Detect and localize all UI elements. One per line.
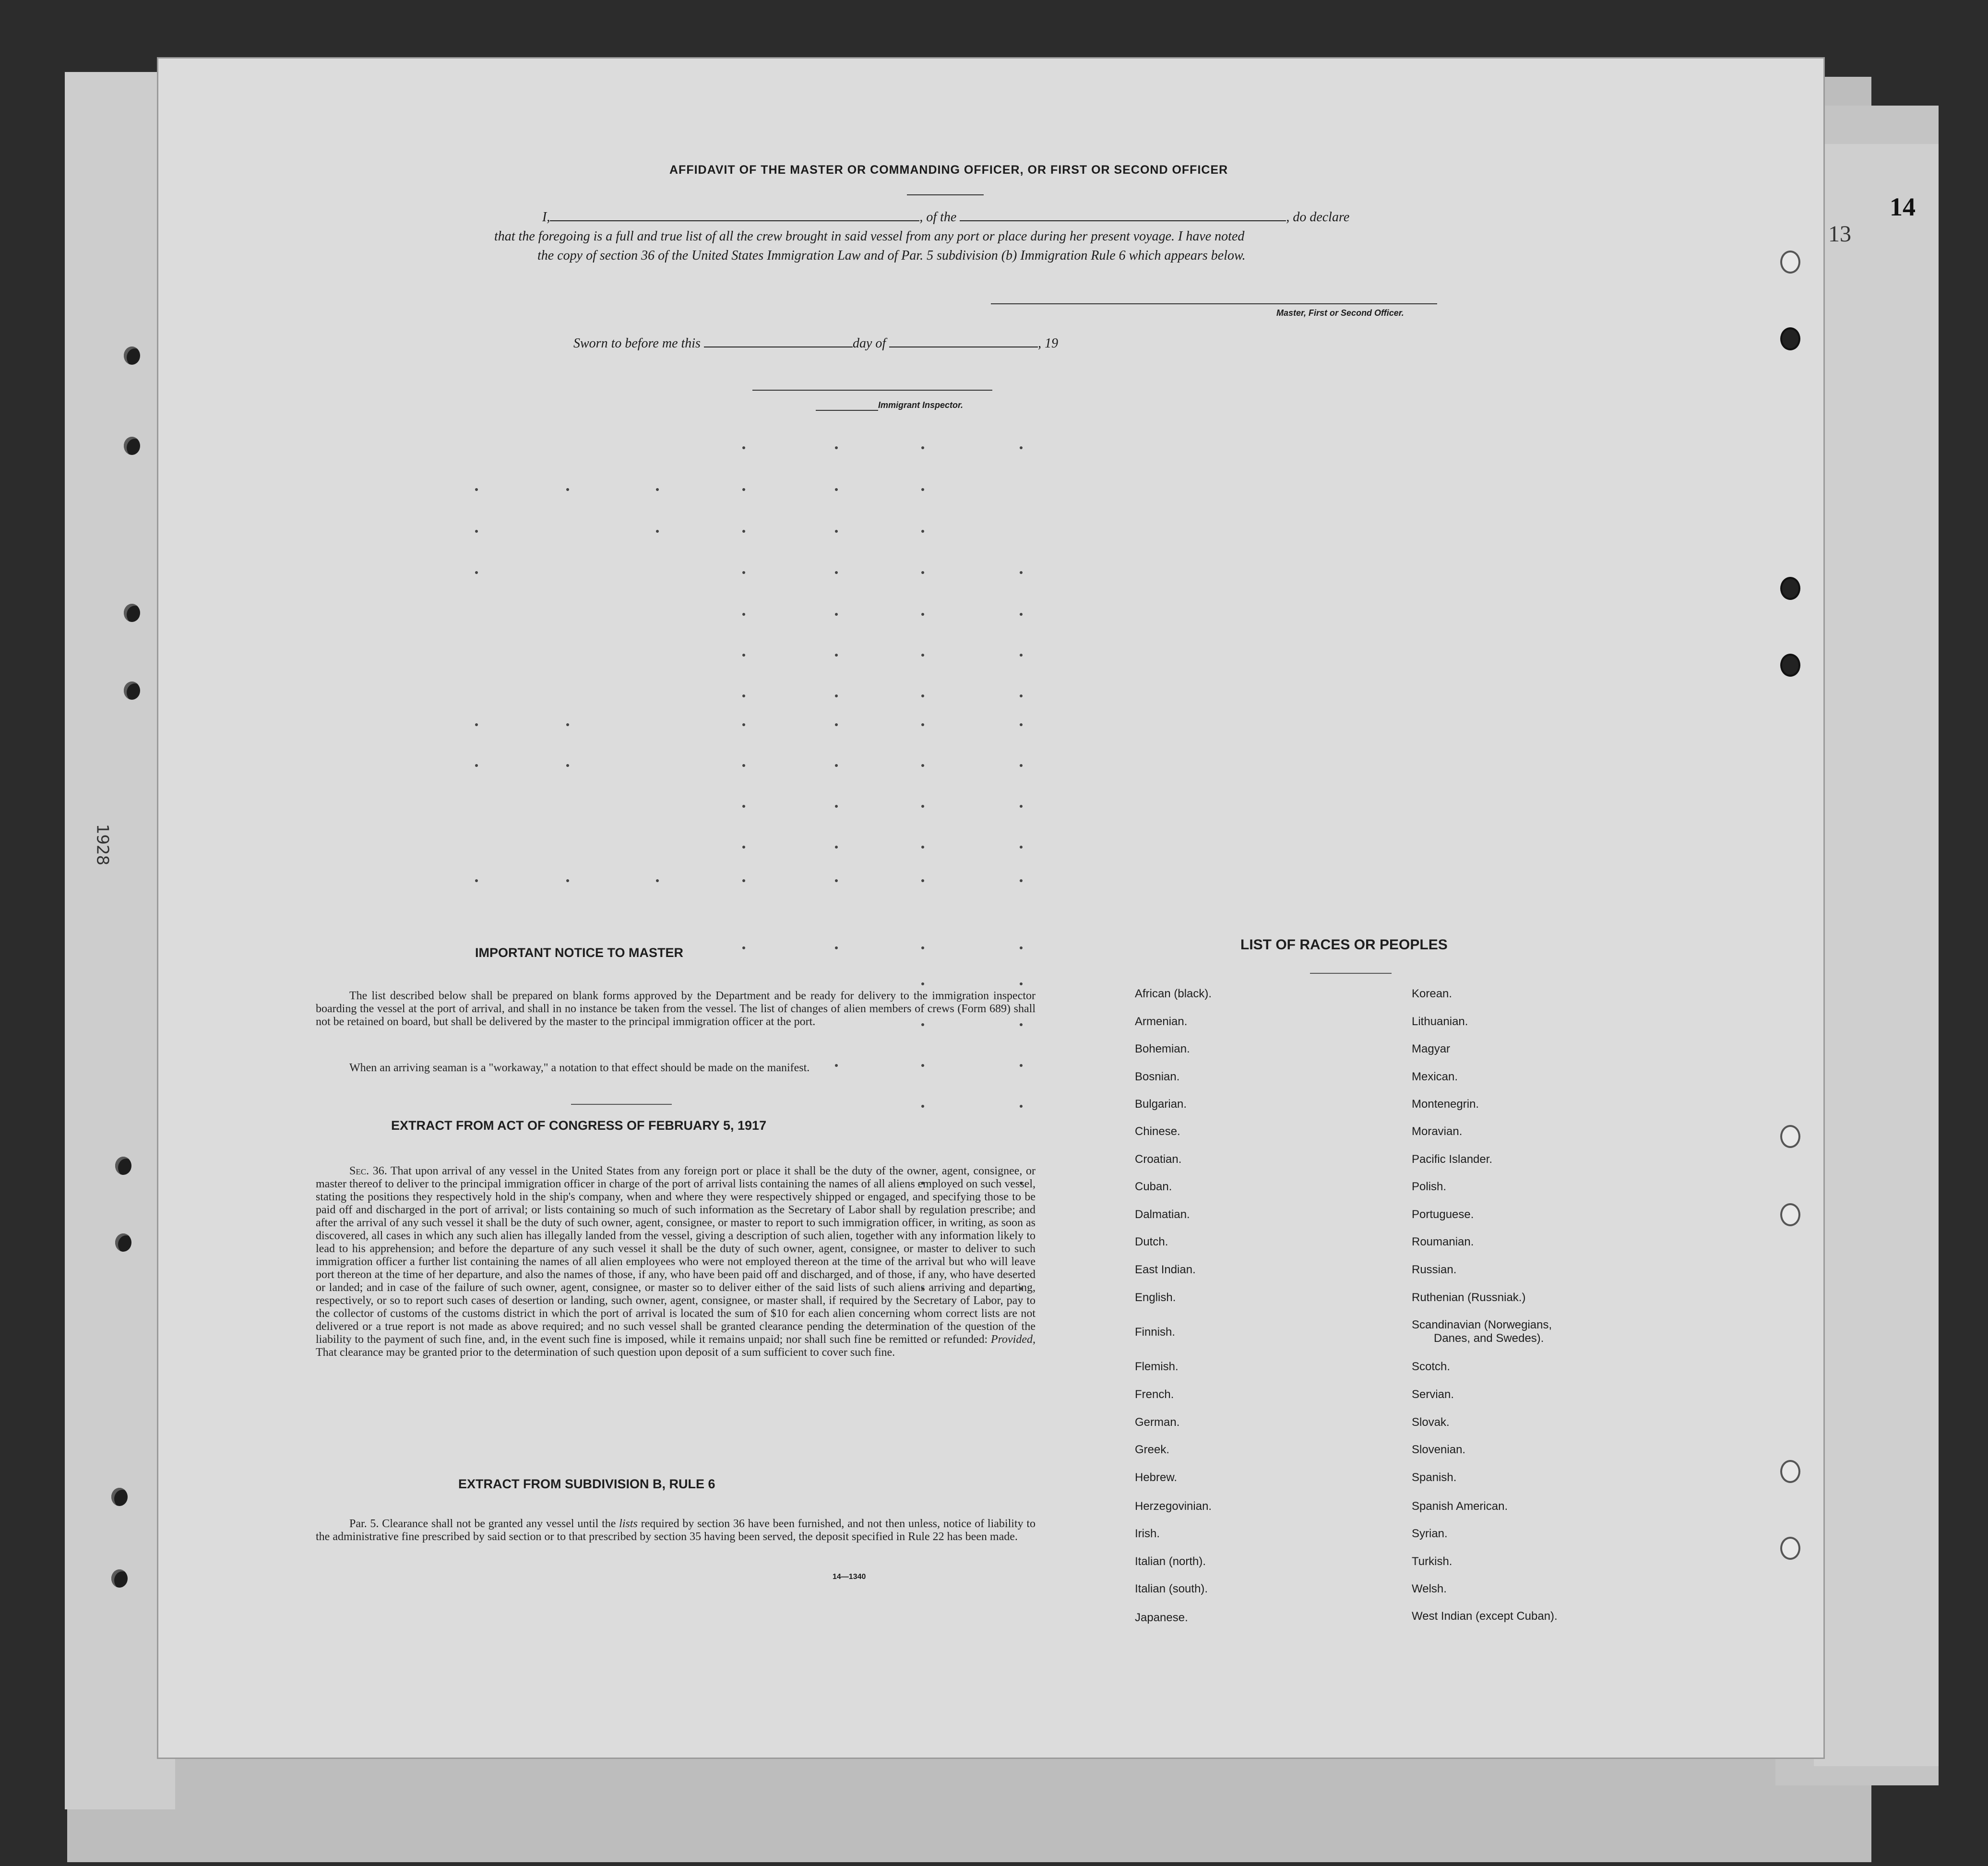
race-right: Scandinavian (Norwegians, (1412, 1318, 1552, 1331)
race-left: Chinese. (1135, 1125, 1180, 1138)
affidavit-line-2: that the foregoing is a full and true list of all the crew brought in said vessel from any port or place during her present voyage. I have noted (494, 229, 1245, 244)
race-left: Herzegovinian. (1135, 1500, 1212, 1513)
affidavit-declare: , do declare (1286, 210, 1350, 225)
notice-paragraph-1-text: The list described below shall be prepared on blank forms approved by the Department and be ready for delivery to the immigration inspector boarding the vessel at the port of arrival, and shall in no instance be taken from the vessel. The list of changes of alien members of crews (Form 689) shall not be retained on board, but shall be delivered by the master to the principal immigration officer at the port. (316, 990, 1036, 1028)
binding-hole-icon (124, 347, 140, 365)
show-through-dot (835, 846, 838, 849)
race-right: Portuguese. (1412, 1208, 1474, 1221)
show-through-dot (742, 764, 745, 767)
race-right: Ruthenian (Russniak.) (1412, 1291, 1526, 1304)
race-right: Russian. (1412, 1263, 1457, 1276)
show-through-dot (742, 879, 745, 882)
form-number: 14—1340 (833, 1573, 866, 1581)
race-left: French. (1135, 1388, 1174, 1401)
race-right: Moravian. (1412, 1125, 1463, 1138)
race-left: Italian (south). (1135, 1582, 1208, 1595)
show-through-dot (742, 446, 745, 449)
show-through-dot (1020, 1105, 1023, 1108)
show-through-dot (1020, 571, 1023, 574)
race-left: Finnish. (1135, 1326, 1176, 1339)
show-through-dot (475, 571, 478, 574)
binding-hole-icon (124, 437, 140, 455)
race-right: Servian. (1412, 1388, 1454, 1401)
show-through-dot (1020, 946, 1023, 949)
show-through-dot (742, 571, 745, 574)
show-through-dot (1020, 805, 1023, 808)
race-right: West Indian (except Cuban). (1412, 1610, 1558, 1623)
inspector-line (752, 390, 992, 391)
affidavit-title: AFFIDAVIT OF THE MASTER OR COMMANDING OFFICER, OR FIRST OR SECOND OFFICER (669, 163, 1228, 177)
under-page-number: 13 (1828, 221, 1851, 247)
show-through-dot (656, 530, 659, 533)
race-right: Syrian. (1412, 1527, 1448, 1540)
title-rule (907, 194, 984, 195)
show-through-dot (835, 571, 838, 574)
show-through-dot (921, 488, 924, 491)
show-through-dot (921, 982, 924, 985)
show-through-dot (921, 446, 924, 449)
show-through-dot (656, 879, 659, 882)
race-left: Dutch. (1135, 1235, 1168, 1248)
race-left: Cuban. (1135, 1180, 1172, 1193)
show-through-dot (835, 488, 838, 491)
margin-year: 1928 (93, 824, 112, 866)
signature-label: Master, First or Second Officer. (1276, 308, 1404, 318)
show-through-dot (835, 446, 838, 449)
race-right: Roumanian. (1412, 1235, 1474, 1248)
show-through-dot (566, 764, 569, 767)
section-divider (571, 1104, 672, 1105)
show-through-dot (921, 879, 924, 882)
show-through-dot (921, 946, 924, 949)
race-left: German. (1135, 1416, 1180, 1429)
race-left: Japanese. (1135, 1611, 1188, 1624)
signature-line (991, 303, 1437, 304)
sworn-prefix: Sworn to before me this (573, 336, 701, 351)
day-blank (704, 346, 853, 347)
show-through-dot (656, 488, 659, 491)
notice-paragraph-2 (316, 1062, 1036, 1075)
show-through-dot (921, 654, 924, 657)
show-through-dot (566, 879, 569, 882)
race-left: Bosnian. (1135, 1070, 1180, 1083)
rule-text-b: required by section 36 have been furnished, and not then unless, notice of liability to the administrative fine prescribed by said section or to that prescribed by section 35 having been served, the deposit specified in Rule 22 has been made. (316, 1518, 1036, 1543)
race-left: Bulgarian. (1135, 1098, 1187, 1111)
show-through-dot (566, 723, 569, 726)
show-through-dot (835, 946, 838, 949)
punch-hole-icon (1780, 1125, 1800, 1148)
show-through-dot (921, 613, 924, 616)
rule-text-a: Par. 5. Clearance shall not be granted any vessel until the (349, 1518, 616, 1530)
inspector-label: Immigrant Inspector. (878, 400, 964, 410)
show-through-dot (742, 694, 745, 697)
race-right: Turkish. (1412, 1555, 1452, 1568)
show-through-dot (1020, 654, 1023, 657)
rule-extract-title: EXTRACT FROM SUBDIVISION B, RULE 6 (458, 1477, 715, 1491)
sec-label: Sec. 36. (349, 1165, 387, 1177)
race-left: East Indian. (1135, 1263, 1196, 1276)
show-through-dot (835, 613, 838, 616)
race-right: Welsh. (1412, 1582, 1447, 1595)
show-through-dot (742, 488, 745, 491)
punch-hole-icon (1780, 1460, 1800, 1483)
vessel-blank (960, 220, 1286, 221)
show-through-dot (475, 488, 478, 491)
race-right: Spanish American. (1412, 1500, 1508, 1513)
race-left: Croatian. (1135, 1153, 1182, 1166)
show-through-dot (1020, 764, 1023, 767)
notice-paragraph-2-text: When an arriving seaman is a "workaway," a notation to that effect should be made on the manifest. (349, 1062, 810, 1074)
show-through-dot (921, 805, 924, 808)
race-left: English. (1135, 1291, 1176, 1304)
affidavit-of-the: , of the (919, 210, 957, 225)
show-through-dot (835, 879, 838, 882)
show-through-dot (921, 571, 924, 574)
show-through-dot (835, 764, 838, 767)
race-left: Hebrew. (1135, 1471, 1178, 1484)
inspector-short-line (816, 410, 878, 411)
binding-hole-icon (124, 604, 140, 622)
show-through-dot (921, 764, 924, 767)
affidavit-line-3: the copy of section 36 of the United States Immigration Law and of Par. 5 subdivision (b) Immigration Rule 6 which appears below. (537, 248, 1246, 263)
race-left: Armenian. (1135, 1015, 1188, 1028)
act-text-end: That clearance may be granted prior to the determination of such question upon deposit of a sum sufficient to cover such fine. (316, 1346, 895, 1359)
race-left: Irish. (1135, 1527, 1160, 1540)
name-blank (550, 220, 919, 221)
race-left: African (black). (1135, 987, 1212, 1000)
notice-title: IMPORTANT NOTICE TO MASTER (475, 945, 683, 960)
race-right: Spanish. (1412, 1471, 1457, 1484)
punch-hole-icon (1780, 1203, 1800, 1226)
binding-hole-icon (111, 1488, 128, 1506)
race-right: Scotch. (1412, 1360, 1451, 1373)
binding-hole-icon (115, 1157, 131, 1175)
show-through-dot (1020, 694, 1023, 697)
show-through-dot (475, 530, 478, 533)
binding-hole-icon (111, 1569, 128, 1588)
show-through-dot (475, 879, 478, 882)
show-through-dot (742, 723, 745, 726)
show-through-dot (835, 654, 838, 657)
race-right: Pacific Islander. (1412, 1153, 1493, 1166)
punch-hole-icon (1780, 654, 1800, 677)
show-through-dot (742, 805, 745, 808)
race-right: Slovenian. (1412, 1443, 1466, 1456)
binding-hole-icon (115, 1233, 131, 1252)
month-blank (889, 346, 1038, 347)
show-through-dot (742, 654, 745, 657)
race-right: Danes, and Swedes). (1434, 1332, 1544, 1345)
act-extract-title: EXTRACT FROM ACT OF CONGRESS OF FEBRUARY 5, 1917 (391, 1118, 767, 1133)
race-right: Mexican. (1412, 1070, 1458, 1083)
race-right: Korean. (1412, 987, 1452, 1000)
affidavit-i: I, (542, 210, 550, 225)
show-through-dot (742, 846, 745, 849)
act-text: That upon arrival of any vessel in the United States from any foreign port or place it shall be the duty of the owner, agent, consignee, or master thereof to deliver to the principal immigration officer in charge of the port of arrival lists containing the names of all aliens employed on such vessel, stating the positions they respectively hold in the ship's company, when and where they were respectively shipped or engaged, and specifying those to be paid off and discharged in the port of arrival; or lists containing so much of such information as the Secretary of Labor shall by regulation prescribe; and after the arrival of any such vessel it shall be the duty of such owner, agent, consignee, or master to report to such immigration officer, in writing, as soon as discovered, all cases in which any such alien has illegally landed from the vessel, giving a description of such alien, together with any information likely to lead to his apprehension; and before the departure of any such vessel it shall be the duty of such owner, agent, consignee, or master to deliver to such immigration officer a further list containing the names of all alien employees who were not employed thereon at the time of the arrival but who will leave port thereon at the time of her departure, and also the names of those, if any, who have been paid off and discharged, and of those, if any, who have deserted or landed; and in case of the failure of such owner, agent, consignee, or master so to deliver either of the said lists of such aliens arriving and departing, respectively, or so to report such cases of desertion or landing, such owner, agent, consignee, or master shall, if required by the Secretary of Labor, pay to the collector of customs of the customs district in which the port of arrival is located the sum of $10 for each alien concerning whom correct lists are not delivered or a true report is not made as above required; and no such vessel shall be granted clearance pending the determination of the question of the liability to the payment of such fine, and, in the event such fine is imposed, while it remains unpaid; nor shall such fine be remitted or refunded: (316, 1165, 1036, 1346)
act-extract-text (316, 1165, 1036, 1359)
show-through-dot (742, 613, 745, 616)
race-right: Montenegrin. (1412, 1098, 1479, 1111)
race-left: Greek. (1135, 1443, 1170, 1456)
manifest-back-page (158, 59, 1823, 1758)
show-through-dot (921, 723, 924, 726)
race-left: Dalmatian. (1135, 1208, 1190, 1221)
sworn-line (573, 336, 1058, 351)
affidavit-line-1 (542, 210, 1349, 225)
show-through-dot (1020, 613, 1023, 616)
show-through-dot (742, 530, 745, 533)
sworn-day-of: day of (852, 336, 886, 351)
binding-hole-icon (124, 682, 140, 700)
under-sheet-right-edge (1814, 144, 1939, 1766)
races-title-rule (1310, 973, 1392, 974)
show-through-dot (566, 488, 569, 491)
show-through-dot (921, 1105, 924, 1108)
show-through-dot (835, 530, 838, 533)
races-title: LIST OF RACES OR PEOPLES (1240, 937, 1448, 953)
notice-paragraph-1 (316, 990, 1036, 1029)
page-number: 14 (1890, 192, 1916, 221)
punch-hole-icon (1780, 251, 1800, 274)
show-through-dot (921, 846, 924, 849)
punch-hole-icon (1780, 577, 1800, 600)
race-right: Lithuanian. (1412, 1015, 1468, 1028)
show-through-dot (1020, 723, 1023, 726)
race-right: Polish. (1412, 1180, 1447, 1193)
show-through-dot (835, 805, 838, 808)
race-left: Italian (north). (1135, 1555, 1206, 1568)
sworn-year: , 19 (1038, 336, 1059, 351)
provided-word: Provided, (990, 1333, 1036, 1346)
race-left: Flemish. (1135, 1360, 1179, 1373)
show-through-dot (835, 723, 838, 726)
race-right: Magyar (1412, 1042, 1451, 1055)
show-through-dot (475, 723, 478, 726)
punch-hole-icon (1780, 327, 1800, 350)
show-through-dot (1020, 982, 1023, 985)
show-through-dot (1020, 446, 1023, 449)
rule-extract-text (316, 1518, 1036, 1543)
race-right: Slovak. (1412, 1416, 1450, 1429)
show-through-dot (1020, 879, 1023, 882)
show-through-dot (921, 530, 924, 533)
show-through-dot (1020, 846, 1023, 849)
lists-word: lists (619, 1518, 638, 1530)
show-through-dot (921, 694, 924, 697)
race-left: Bohemian. (1135, 1042, 1190, 1055)
show-through-dot (742, 946, 745, 949)
punch-hole-icon (1780, 1537, 1800, 1560)
show-through-dot (475, 764, 478, 767)
show-through-dot (835, 694, 838, 697)
